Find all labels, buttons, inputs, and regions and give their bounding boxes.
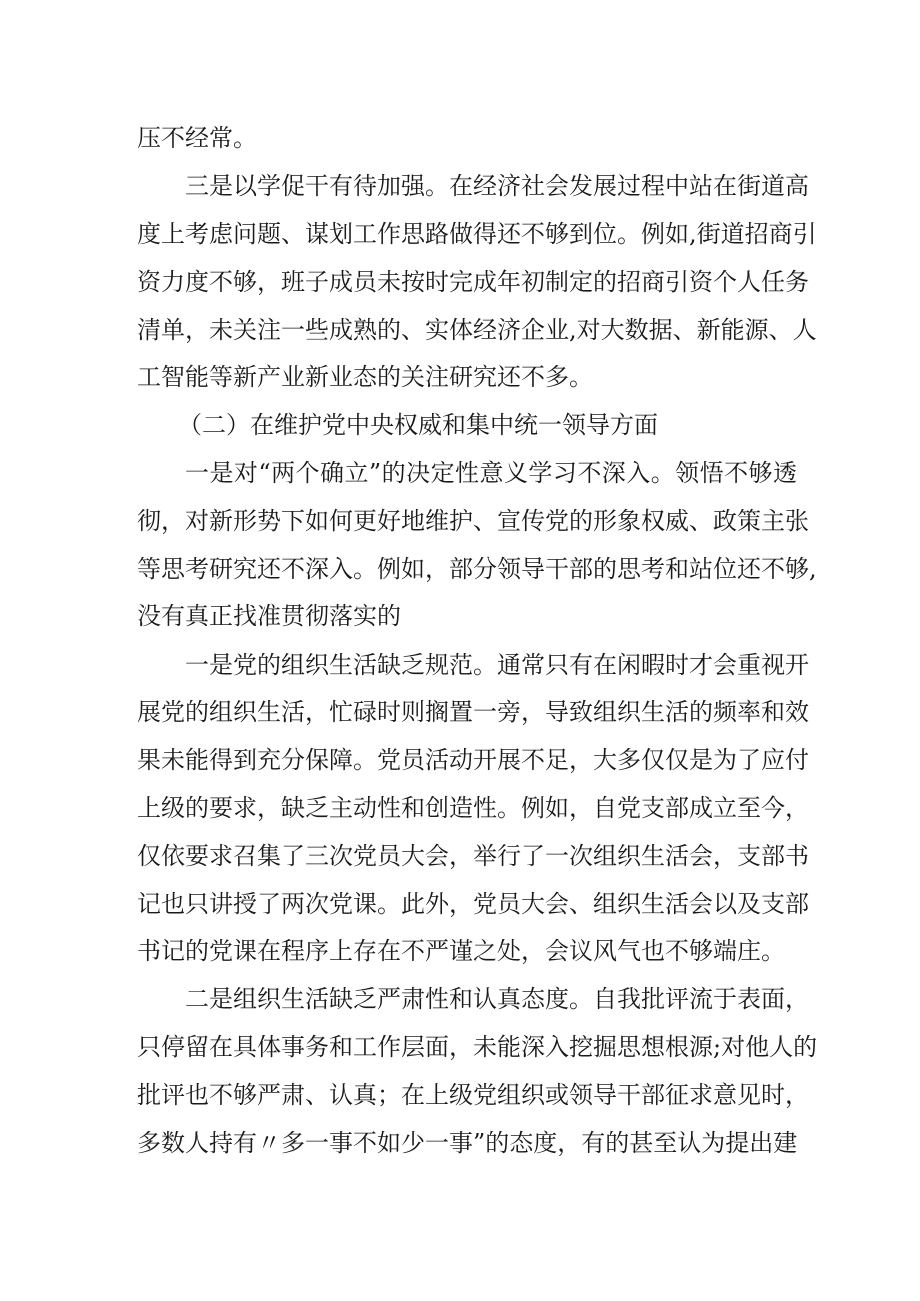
text-line: 果未能得到充分保障。党员活动开展不足，大多仅仅是为了应付 (137, 746, 809, 774)
text-line: 资力度不够，班子成员未按时完成年初制定的招商引资个人任务 (137, 268, 809, 296)
text-line: 三是以学促干有待加强。在经济社会发展过程中站在街道高 (185, 172, 809, 200)
text-line: 仅依要求召集了三次党员大会，举行了一次组织生活会，支部书 (137, 842, 809, 870)
text-line: 二是组织生活缺乏严肃性和认真态度。自我批评流于表面， (185, 985, 809, 1013)
text-line: 彻，对新形势下如何更好地维护、宣传党的形象权威、政策主张 (137, 507, 809, 535)
text-line: 展党的组织生活，忙碌时则搁置一旁，导致组织生活的频率和效 (137, 698, 809, 726)
text-line: 一是对“两个确立”的决定性意义学习不深入。领悟不够透 (185, 459, 797, 487)
text-line: 没有真正找准贯彻落实的 (137, 602, 401, 630)
text-line: 书记的党课在程序上存在不严谨之处，会议风气也不够端庄。 (137, 937, 785, 965)
text-line: 记也只讲授了两次党课。此外，党员大会、组织生活会以及支部 (137, 890, 809, 918)
section-heading: （二）在维护党中央权威和集中统一领导方面 (178, 411, 658, 439)
text-line: 上级的要求，缺乏主动性和创造性。例如，自党支部成立至今， (137, 794, 809, 822)
text-line: 工智能等新产业新业态的关注研究还不多。 (137, 363, 593, 391)
text-line: 批评也不够严肃、认真；在上级党组织或领导干部征求意见时， (137, 1081, 809, 1109)
text-line: 清单，未关注一些成熟的、实体经济企业,对大数据、新能源、人 (137, 316, 817, 344)
text-line: 多数人持有〃多一事不如少一事”的态度，有的甚至认为提出建 (137, 1129, 798, 1157)
text-line: 等思考研究还不深入。例如，部分领导干部的思考和站位还不够, (137, 555, 817, 583)
text-line: 度上考虑问题、谋划工作思路做得还不够到位。例如,街道招商引 (137, 220, 817, 248)
text-line: 只停留在具体事务和工作层面，未能深入挖掘思想根源;对他人的 (137, 1033, 818, 1061)
text-line: 压不经常。 (137, 124, 257, 152)
text-line: 一是党的组织生活缺乏规范。通常只有在闲暇时才会重视开 (185, 651, 809, 679)
